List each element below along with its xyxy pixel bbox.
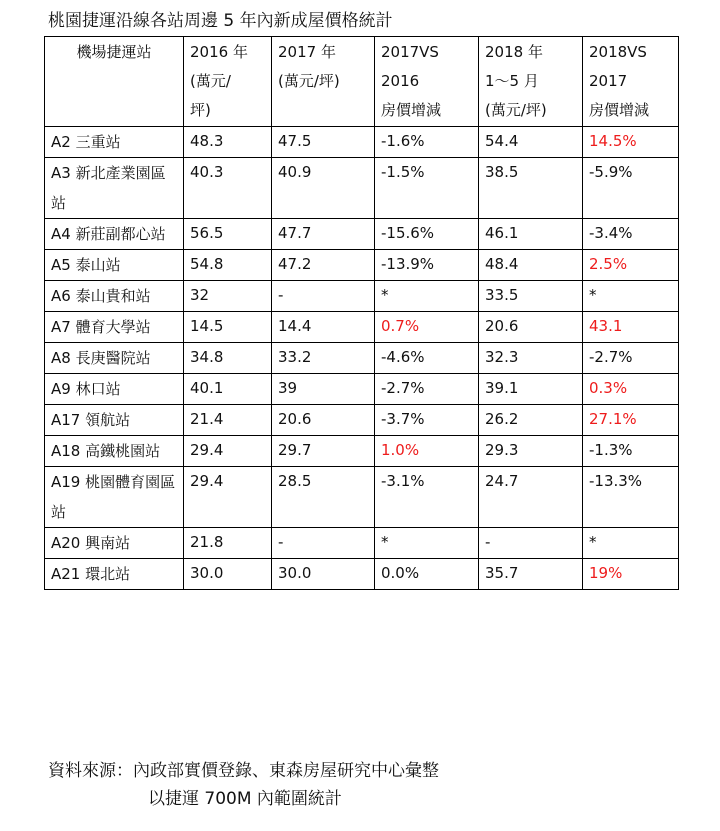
price-2017-cell: 28.5 xyxy=(272,467,375,528)
price-2016-cell: 40.3 xyxy=(184,158,272,219)
header-station: 機場捷運站 xyxy=(45,37,184,127)
change-2018-vs-2017-cell: 14.5% xyxy=(583,127,679,158)
price-2017-cell: 14.4 xyxy=(272,312,375,343)
change-2018-vs-2017-cell: 0.3% xyxy=(583,374,679,405)
change-2018-vs-2017-cell: * xyxy=(583,528,679,559)
header-change-2017-vs-2016: 2017VS 2016 房價增減 xyxy=(375,37,479,127)
price-2018-cell: 39.1 xyxy=(479,374,583,405)
price-2018-cell: 26.2 xyxy=(479,405,583,436)
station-cell: A21 環北站 xyxy=(45,559,184,590)
price-2018-cell: 32.3 xyxy=(479,343,583,374)
price-2017-cell: 33.2 xyxy=(272,343,375,374)
change-2017-vs-2016-cell: -4.6% xyxy=(375,343,479,374)
change-2018-vs-2017-cell: 2.5% xyxy=(583,250,679,281)
station-cell: A19 桃園體育園區站 xyxy=(45,467,184,528)
price-2018-cell: 33.5 xyxy=(479,281,583,312)
change-2018-vs-2017-cell: -13.3% xyxy=(583,467,679,528)
source-note: 資料來源：內政部實價登錄、東森房屋研究中心彙整 xyxy=(48,761,439,781)
change-2017-vs-2016-cell: 1.0% xyxy=(375,436,479,467)
price-2016-cell: 21.4 xyxy=(184,405,272,436)
table-row xyxy=(45,528,679,559)
price-2016-cell: 48.3 xyxy=(184,127,272,158)
price-2017-cell: 39 xyxy=(272,374,375,405)
price-2017-cell: 40.9 xyxy=(272,158,375,219)
station-cell: A3 新北產業園區站 xyxy=(45,158,184,219)
table-row xyxy=(45,343,679,374)
table-row xyxy=(45,127,679,158)
station-cell: A18 高鐵桃園站 xyxy=(45,436,184,467)
station-cell: A17 領航站 xyxy=(45,405,184,436)
price-2017-cell: 29.7 xyxy=(272,436,375,467)
table-row xyxy=(45,559,679,590)
price-table xyxy=(44,36,679,590)
station-cell: A7 體育大學站 xyxy=(45,312,184,343)
table-row xyxy=(45,374,679,405)
price-2017-cell: 47.2 xyxy=(272,250,375,281)
price-2016-cell: 29.4 xyxy=(184,436,272,467)
header-price-2018: 2018 年 1～5 月 (萬元/坪) xyxy=(479,37,583,127)
table-row xyxy=(45,312,679,343)
change-2018-vs-2017-cell: -3.4% xyxy=(583,219,679,250)
change-2017-vs-2016-cell: * xyxy=(375,528,479,559)
price-2016-cell: 56.5 xyxy=(184,219,272,250)
price-2018-cell: 38.5 xyxy=(479,158,583,219)
price-2017-cell: 47.7 xyxy=(272,219,375,250)
price-2018-cell: - xyxy=(479,528,583,559)
price-2016-cell: 14.5 xyxy=(184,312,272,343)
table-row xyxy=(45,436,679,467)
price-2017-cell: - xyxy=(272,528,375,559)
source-scope-note: 以捷運 700M 內範圍統計 xyxy=(148,789,342,809)
header-row xyxy=(45,37,679,127)
header-price-2017: 2017 年 (萬元/坪) xyxy=(272,37,375,127)
price-2018-cell: 35.7 xyxy=(479,559,583,590)
price-2016-cell: 21.8 xyxy=(184,528,272,559)
price-2016-cell: 34.8 xyxy=(184,343,272,374)
change-2017-vs-2016-cell: 0.7% xyxy=(375,312,479,343)
change-2017-vs-2016-cell: -1.6% xyxy=(375,127,479,158)
station-cell: A2 三重站 xyxy=(45,127,184,158)
table-row xyxy=(45,219,679,250)
table-row xyxy=(45,250,679,281)
header-price-2016: 2016 年 (萬元/ 坪) xyxy=(184,37,272,127)
document-title: 桃園捷運沿線各站周邊 5 年內新成屋價格統計 xyxy=(48,11,393,31)
change-2017-vs-2016-cell: -2.7% xyxy=(375,374,479,405)
change-2018-vs-2017-cell: -5.9% xyxy=(583,158,679,219)
station-cell: A4 新莊副都心站 xyxy=(45,219,184,250)
price-2017-cell: 20.6 xyxy=(272,405,375,436)
station-cell: A5 泰山站 xyxy=(45,250,184,281)
price-2016-cell: 32 xyxy=(184,281,272,312)
price-2017-cell: - xyxy=(272,281,375,312)
change-2017-vs-2016-cell: -1.5% xyxy=(375,158,479,219)
change-2018-vs-2017-cell: -2.7% xyxy=(583,343,679,374)
change-2018-vs-2017-cell: * xyxy=(583,281,679,312)
station-cell: A6 泰山貴和站 xyxy=(45,281,184,312)
price-2018-cell: 24.7 xyxy=(479,467,583,528)
change-2018-vs-2017-cell: 43.1 xyxy=(583,312,679,343)
header-change-2018-vs-2017: 2018VS 2017 房價增減 xyxy=(583,37,679,127)
station-cell: A8 長庚醫院站 xyxy=(45,343,184,374)
station-cell: A9 林口站 xyxy=(45,374,184,405)
station-cell: A20 興南站 xyxy=(45,528,184,559)
price-2018-cell: 48.4 xyxy=(479,250,583,281)
table-row xyxy=(45,281,679,312)
change-2017-vs-2016-cell: * xyxy=(375,281,479,312)
change-2018-vs-2017-cell: 19% xyxy=(583,559,679,590)
price-2018-cell: 54.4 xyxy=(479,127,583,158)
change-2017-vs-2016-cell: -15.6% xyxy=(375,219,479,250)
table-row xyxy=(45,158,679,219)
price-2016-cell: 30.0 xyxy=(184,559,272,590)
change-2017-vs-2016-cell: -3.1% xyxy=(375,467,479,528)
price-2016-cell: 29.4 xyxy=(184,467,272,528)
price-2018-cell: 20.6 xyxy=(479,312,583,343)
change-2017-vs-2016-cell: -13.9% xyxy=(375,250,479,281)
price-2018-cell: 46.1 xyxy=(479,219,583,250)
change-2017-vs-2016-cell: -3.7% xyxy=(375,405,479,436)
price-2017-cell: 30.0 xyxy=(272,559,375,590)
price-2018-cell: 29.3 xyxy=(479,436,583,467)
price-2016-cell: 40.1 xyxy=(184,374,272,405)
change-2018-vs-2017-cell: -1.3% xyxy=(583,436,679,467)
change-2017-vs-2016-cell: 0.0% xyxy=(375,559,479,590)
table-row xyxy=(45,467,679,528)
table-row xyxy=(45,405,679,436)
price-2016-cell: 54.8 xyxy=(184,250,272,281)
price-2017-cell: 47.5 xyxy=(272,127,375,158)
change-2018-vs-2017-cell: 27.1% xyxy=(583,405,679,436)
